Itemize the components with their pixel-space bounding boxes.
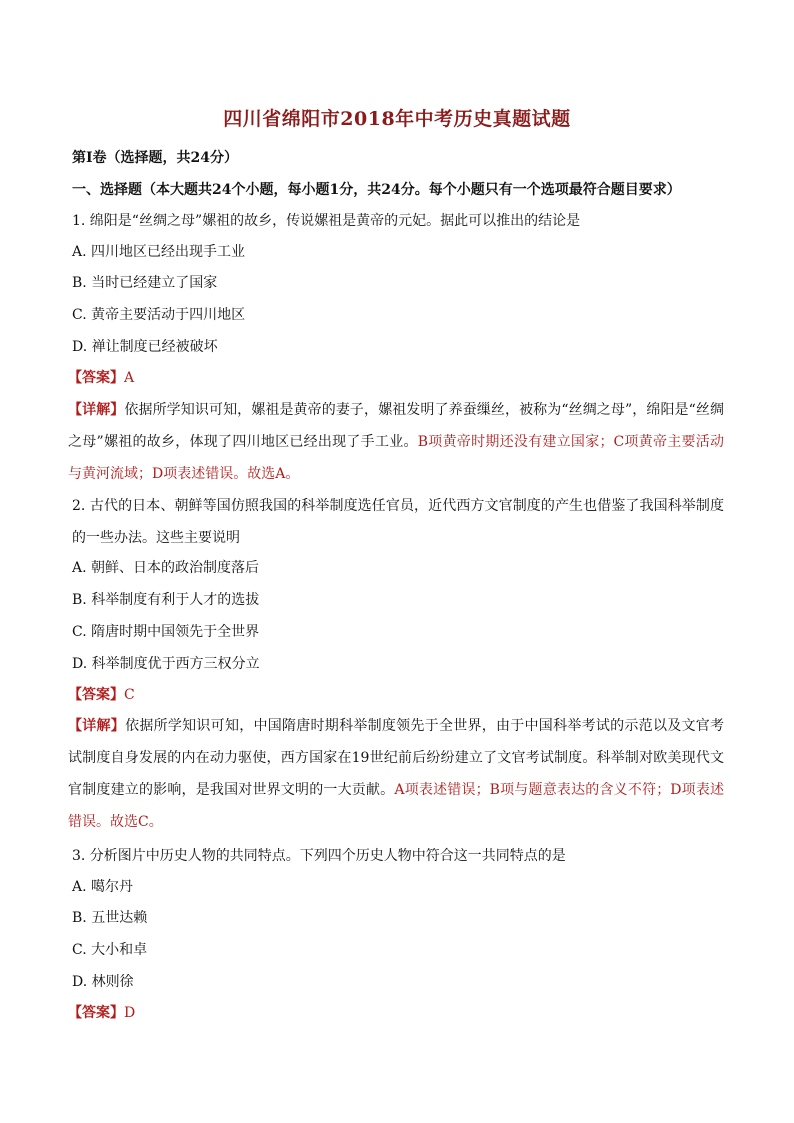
answer-value: A [124,370,135,386]
question-2-detail [68,710,724,838]
answer-value: D [124,1005,136,1021]
detail-tag: 【详解】 [68,402,125,418]
question-1-option-d: D. 禅让制度已经被破坏 [72,339,218,355]
question-1-answer [68,368,134,388]
question-3-option-a: A. 噶尔丹 [72,879,134,895]
detail-text: 依据所学知识可知，中国隋唐时期科举制度领先于全世界，由于中国科举考试的示范以及文官考试制度自身发展的内在动力驱使，西方国家在19世纪前后纷纷建立了文官考试制度。科举制对欧美现代文官制度建立的影响，是我国对世界文明的一大贡献。 [68,718,725,798]
question-3-answer [68,1003,135,1023]
answer-value: C [124,687,135,703]
detail-text-highlight: A项表述错误；B项与题意表达的含义不符；D项表述错误。故选C。 [68,782,725,830]
question-1-option-a: A. 四川地区已经出现手工业 [72,244,246,260]
question-3-option-d: D. 林则徐 [72,974,134,990]
answer-tag: 【答案】 [68,370,124,386]
document-title: 四川省绵阳市2018年中考历史真题试题 [223,108,571,130]
question-3-stem: 3. 分析图片中历史人物的共同特点。下列四个历史人物中符合这一共同特点的是 [72,848,566,864]
question-1-option-c: C. 黄帝主要活动于四川地区 [72,307,246,323]
question-2-option-b: B. 科举制度有利于人才的选拔 [72,592,260,608]
question-2-option-d: D. 科举制度优于西方三权分立 [72,656,260,672]
section-heading: 一、选择题（本大题共24个小题，每小题1分，共24分。每个小题只有一个选项最符合题目要求） [72,182,681,198]
question-1-detail [68,394,724,490]
question-2-option-a: A. 朝鲜、日本的政治制度落后 [72,560,260,576]
answer-tag: 【答案】 [68,1005,124,1021]
question-2-option-c: C. 隋唐时期中国领先于全世界 [72,624,260,640]
detail-tag: 【详解】 [68,718,126,734]
question-1-stem: 1. 绵阳是“丝绸之母”嫘祖的故乡，传说嫘祖是黄帝的元妃。据此可以推出的结论是 [72,213,581,229]
detail-text-highlight: B项黄帝时期还没有建立国家；C项黄帝主要活动与黄河流域；D项表述错误。故选A。 [68,434,725,482]
question-2-stem: 2. 古代的日本、朝鲜等国仿照我国的科举制度选任官员，近代西方文官制度的产生也借鉴了我国科举制度的一些办法。这些主要说明 [72,498,724,546]
detail-text: 依据所学知识可知，嫘祖是黄帝的妻子，嫘祖发明了养蚕缫丝，被称为“丝绸之母”，绵阳是“丝绸之母”嫘祖的故乡，体现了四川地区已经出现了手工业。 [68,402,724,450]
question-3-option-b: B. 五世达赖 [72,910,148,926]
volume-heading: 第Ⅰ卷（选择题，共24分） [72,150,239,166]
question-3-option-c: C. 大小和卓 [72,942,148,958]
answer-tag: 【答案】 [68,687,124,703]
question-2-answer [68,685,135,705]
question-1-option-b: B. 当时已经建立了国家 [72,275,218,291]
